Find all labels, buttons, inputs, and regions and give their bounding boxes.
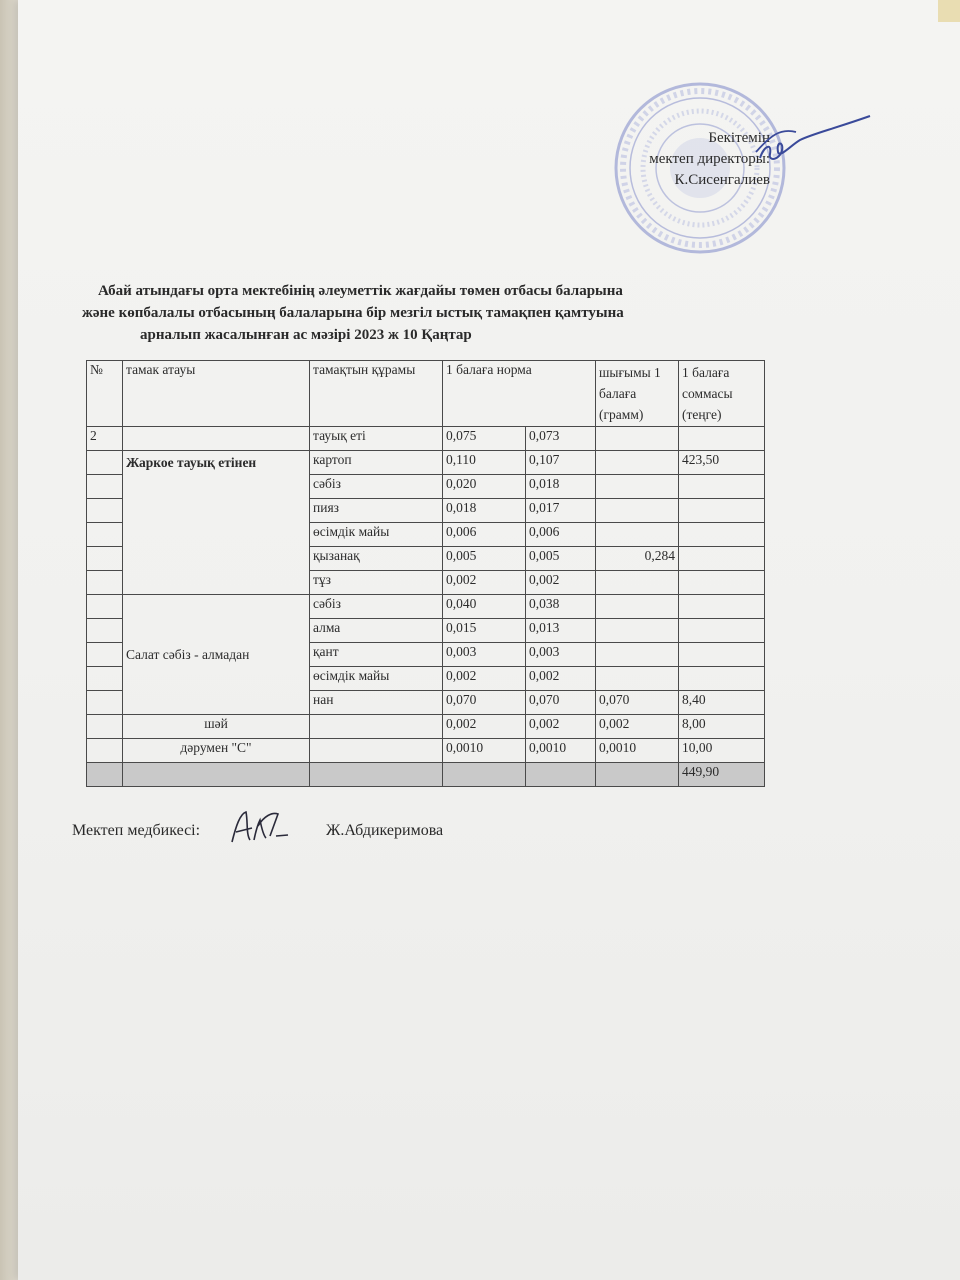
norm-2: 0,002 bbox=[526, 667, 596, 691]
norm-1: 0,075 bbox=[443, 427, 526, 451]
ingredient-name: сәбіз bbox=[310, 475, 443, 499]
row-number bbox=[87, 571, 123, 595]
output-cell: 0,070 bbox=[596, 691, 679, 715]
norm-1: 0,020 bbox=[443, 475, 526, 499]
approval-line-1: Бекітемін bbox=[708, 130, 770, 146]
row-number bbox=[87, 523, 123, 547]
ingredient-name: қант bbox=[310, 643, 443, 667]
row-number: 2 bbox=[87, 427, 123, 451]
dish-name-1: Жаркое тауық етінен bbox=[123, 451, 310, 595]
sum-cell bbox=[679, 499, 765, 523]
norm-1: 0,002 bbox=[443, 571, 526, 595]
total-empty-1 bbox=[87, 763, 123, 787]
row-number bbox=[87, 451, 123, 475]
director-signature bbox=[750, 106, 880, 166]
header-num: № bbox=[87, 361, 123, 427]
dish-name-2: Салат сәбіз - алмадан bbox=[123, 595, 310, 715]
sum-cell: 10,00 bbox=[679, 739, 765, 763]
total-row bbox=[87, 763, 765, 787]
sum-cell: 8,40 bbox=[679, 691, 765, 715]
row-number bbox=[87, 547, 123, 571]
menu-table bbox=[86, 360, 765, 787]
output-cell bbox=[596, 667, 679, 691]
sum-cell bbox=[679, 643, 765, 667]
sum-cell bbox=[679, 523, 765, 547]
ingredient-name: тұз bbox=[310, 571, 443, 595]
table-row bbox=[87, 595, 765, 619]
ingredient-name: алма bbox=[310, 619, 443, 643]
output-cell: 0,284 bbox=[596, 547, 679, 571]
ingredient-name bbox=[310, 739, 443, 763]
norm-2: 0,073 bbox=[526, 427, 596, 451]
sum-cell: 8,00 bbox=[679, 715, 765, 739]
ingredient-name: тауық еті bbox=[310, 427, 443, 451]
sum-cell bbox=[679, 475, 765, 499]
ingredient-name bbox=[310, 715, 443, 739]
table-row bbox=[87, 427, 765, 451]
row-number bbox=[87, 619, 123, 643]
sum-cell bbox=[679, 571, 765, 595]
approval-line-2: мектеп директоры: bbox=[649, 151, 770, 167]
sum-cell bbox=[679, 595, 765, 619]
norm-2: 0,002 bbox=[526, 715, 596, 739]
row-number bbox=[87, 667, 123, 691]
row-number bbox=[87, 739, 123, 763]
row-number bbox=[87, 475, 123, 499]
header-composition: тамақтын құрамы bbox=[310, 361, 443, 427]
norm-1: 0,110 bbox=[443, 451, 526, 475]
approval-line-3: К.Сисенгалиев bbox=[674, 172, 770, 188]
table-row bbox=[87, 739, 765, 763]
norm-2: 0,0010 bbox=[526, 739, 596, 763]
sum-cell bbox=[679, 667, 765, 691]
sum-cell bbox=[679, 619, 765, 643]
norm-1: 0,070 bbox=[443, 691, 526, 715]
title-line-2: және көпбалалы отбасының балаларына бір мезгіл ыстық тамақпен қамтуына bbox=[82, 305, 624, 321]
norm-1: 0,002 bbox=[443, 667, 526, 691]
ingredient-name: өсімдік майы bbox=[310, 523, 443, 547]
norm-2: 0,013 bbox=[526, 619, 596, 643]
norm-1: 0,040 bbox=[443, 595, 526, 619]
norm-1: 0,018 bbox=[443, 499, 526, 523]
total-empty-2 bbox=[123, 763, 310, 787]
output-cell bbox=[596, 619, 679, 643]
header-sum: 1 балаға соммасы (теңге) bbox=[679, 361, 765, 427]
norm-2: 0,002 bbox=[526, 571, 596, 595]
dish-cell bbox=[123, 427, 310, 451]
norm-1: 0,0010 bbox=[443, 739, 526, 763]
output-cell bbox=[596, 571, 679, 595]
ingredient-name: нан bbox=[310, 691, 443, 715]
norm-1: 0,003 bbox=[443, 643, 526, 667]
output-cell bbox=[596, 595, 679, 619]
table-row bbox=[87, 715, 765, 739]
title-line-1: Абай атындағы орта мектебінің әлеуметтік жағдайы төмен отбасы баларына bbox=[98, 283, 623, 299]
output-cell bbox=[596, 427, 679, 451]
norm-2: 0,070 bbox=[526, 691, 596, 715]
footer bbox=[72, 822, 444, 840]
nurse-signature bbox=[226, 806, 296, 846]
total-empty-6 bbox=[596, 763, 679, 787]
row-number bbox=[87, 643, 123, 667]
norm-2: 0,005 bbox=[526, 547, 596, 571]
ingredient-name: өсімдік майы bbox=[310, 667, 443, 691]
row-number bbox=[87, 691, 123, 715]
header-output: шығымы 1 балаға (грамм) bbox=[596, 361, 679, 427]
output-cell bbox=[596, 451, 679, 475]
total-empty-4 bbox=[443, 763, 526, 787]
header-dish: тамак атауы bbox=[123, 361, 310, 427]
norm-1: 0,015 bbox=[443, 619, 526, 643]
tape-piece bbox=[938, 0, 960, 22]
norm-1: 0,002 bbox=[443, 715, 526, 739]
norm-2: 0,017 bbox=[526, 499, 596, 523]
norm-2: 0,038 bbox=[526, 595, 596, 619]
ingredient-name: картоп bbox=[310, 451, 443, 475]
row-number bbox=[87, 499, 123, 523]
title-line-3: арналып жасалынған ас мәзірі 2023 ж 10 Қаңтар bbox=[140, 327, 472, 343]
norm-2: 0,003 bbox=[526, 643, 596, 667]
table-row bbox=[87, 451, 765, 475]
header-norm: 1 балаға норма bbox=[443, 361, 596, 427]
output-cell bbox=[596, 643, 679, 667]
approval-block bbox=[600, 128, 770, 191]
total-empty-5 bbox=[526, 763, 596, 787]
total-empty-3 bbox=[310, 763, 443, 787]
nurse-name: Ж.Абдикеримова bbox=[326, 822, 444, 839]
output-cell bbox=[596, 499, 679, 523]
ingredient-name: қызанақ bbox=[310, 547, 443, 571]
tea-name: шәй bbox=[123, 715, 310, 739]
norm-1: 0,005 bbox=[443, 547, 526, 571]
nurse-label: Мектеп медбикесі: bbox=[72, 822, 201, 839]
norm-2: 0,006 bbox=[526, 523, 596, 547]
table-header-row bbox=[87, 361, 765, 427]
norm-1: 0,006 bbox=[443, 523, 526, 547]
total-sum: 449,90 bbox=[679, 763, 765, 787]
ingredient-name: пияз bbox=[310, 499, 443, 523]
ingredient-name: сәбіз bbox=[310, 595, 443, 619]
output-cell: 0,0010 bbox=[596, 739, 679, 763]
row-number bbox=[87, 595, 123, 619]
output-cell bbox=[596, 475, 679, 499]
sum-cell bbox=[679, 427, 765, 451]
document-title bbox=[60, 280, 780, 346]
norm-2: 0,018 bbox=[526, 475, 596, 499]
vitamin-name: дәрумен "С" bbox=[123, 739, 310, 763]
output-cell: 0,002 bbox=[596, 715, 679, 739]
norm-2: 0,107 bbox=[526, 451, 596, 475]
row-number bbox=[87, 715, 123, 739]
sum-cell: 423,50 bbox=[679, 451, 765, 475]
sum-cell bbox=[679, 547, 765, 571]
output-cell bbox=[596, 523, 679, 547]
